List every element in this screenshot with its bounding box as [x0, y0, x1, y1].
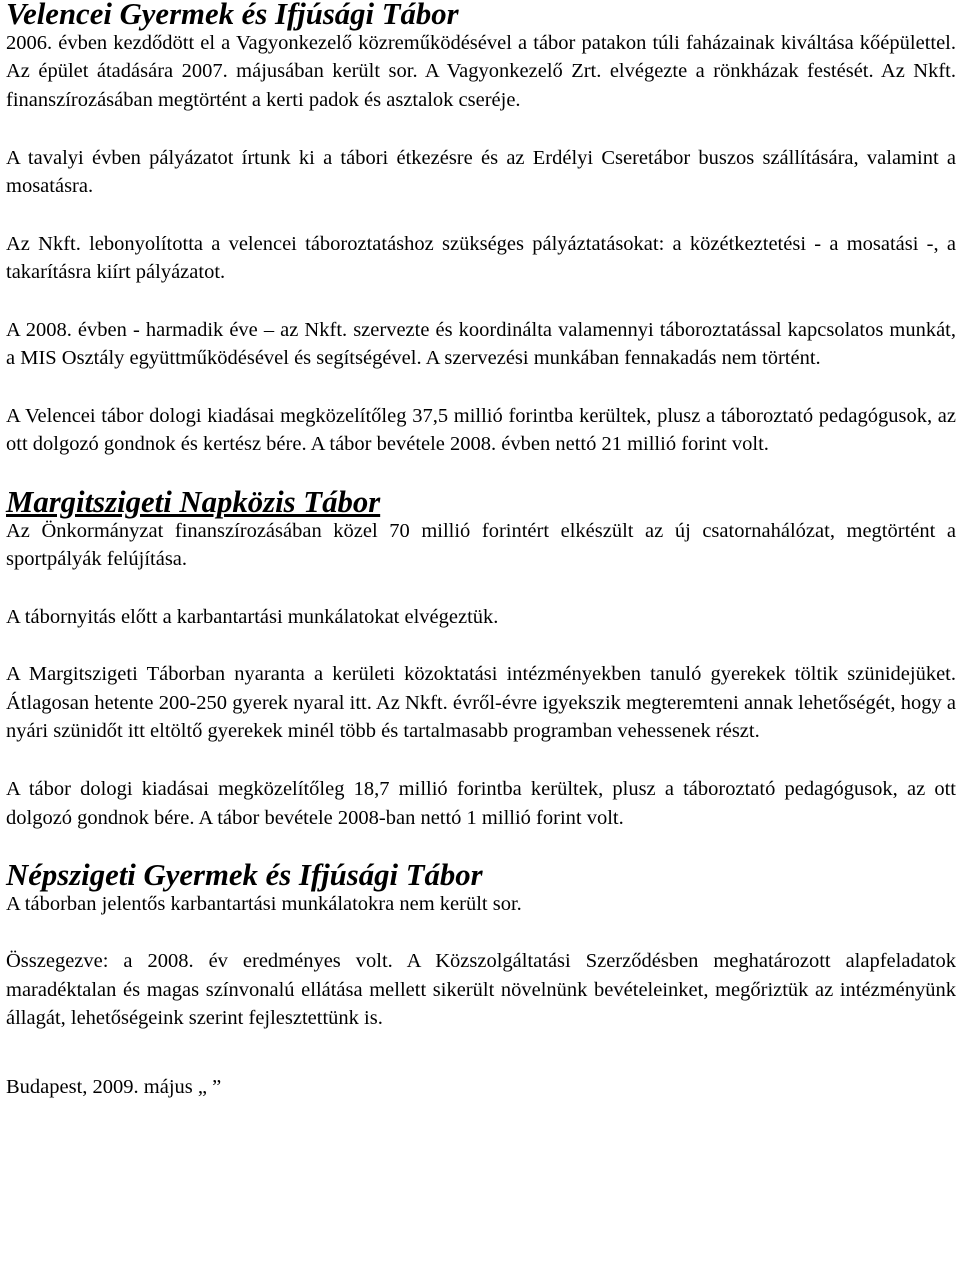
- paragraph-margitsziget-4: A tábor dologi kiadásai megközelítőleg 18,7 millió forintba kerültek, plusz a táboroztató pedagógusok, az ott dolgozó gondnok bére. A tábor bevétele 2008-ban nettó 1 millió forint volt.: [6, 777, 956, 829]
- place-date-line: Budapest, 2009. május „ ”: [6, 1076, 222, 1099]
- paragraph-velence-5: A Velencei tábor dologi kiadásai megközelítőleg 37,5 millió forintba kerültek, plusz a táboroztató pedagógusok, az ott dolgozó gondnok és kertész bére. A tábor bevétele 2008. évben nettó 21 millió forint volt.: [6, 404, 956, 456]
- paragraph-margitsziget-1: Az Önkormányzat finanszírozásában közel 70 millió forintért elkészült az új csatornahálózat, megtörtént a sportpályák felújítása.: [6, 519, 956, 571]
- paragraph-nepsziget-1: A táborban jelentős karbantartási munkálatokra nem került sor.: [6, 892, 522, 915]
- section-title-margitsziget: Margitszigeti Napközis Tábor: [6, 484, 381, 519]
- summary-paragraph: Összegezve: a 2008. év eredményes volt. A Közszolgáltatási Szerződésben meghatározott alapfeladatok maradéktalan és magas színvonalú ellátása mellett sikerült növelnünk bevételeinket, megőriztük az intézményünk állagát, lehetőségeink szerint fejlesztettünk is.: [6, 950, 956, 1030]
- paragraph-margitsziget-2: A tábornyitás előtt a karbantartási munkálatokat elvégeztük.: [6, 605, 499, 628]
- paragraph-velence-1: 2006. évben kezdődött el a Vagyonkezelő közreműködésével a tábor patakon túli faházainak kiváltása kőépülettel. Az épület átadására 2007. májusában került sor. A Vagyonkezelő Zrt. elvégezte a rönkházak festését. Az Nkft. finanszírozásában megtörtént a kerti padok és asztalok cseréje.: [6, 31, 956, 112]
- section-title-velence: Velencei Gyermek és Ifjúsági Tábor: [6, 0, 459, 31]
- paragraph-margitsziget-3: A Margitszigeti Táborban nyaranta a kerületi közoktatási intézményekben tanuló gyerekek töltik szünidejüket. Átlagosan hetente 200-250 gyerek nyaral itt. Az Nkft. évről-évre igyekszik megteremteni annak lehetőségét, hogy a nyári szünidőt itt eltöltő gyerekek minél több és tartalmasabb programban vehessenek részt.: [6, 663, 956, 743]
- paragraph-velence-2: A tavalyi évben pályázatot írtunk ki a tábori étkezésre és az Erdélyi Cseretábor buszos szállítására, valamint a mosatásra.: [6, 146, 956, 198]
- paragraph-velence-3: Az Nkft. lebonyolította a velencei táboroztatáshoz szükséges pályáztatásokat: a közétkeztetési - a mosatási -, a takarításra kiírt pályázatot.: [6, 232, 956, 284]
- document-page: [6, 0, 956, 1102]
- section-title-nepsziget: Népszigeti Gyermek és Ifjúsági Tábor: [6, 857, 483, 892]
- paragraph-velence-4: A 2008. évben - harmadik éve – az Nkft. szervezte és koordinálta valamennyi táboroztatással kapcsolatos munkát, a MIS Osztály együttműködésével és segítségével. A szervezési munkában fennakadás nem történt.: [6, 318, 956, 370]
